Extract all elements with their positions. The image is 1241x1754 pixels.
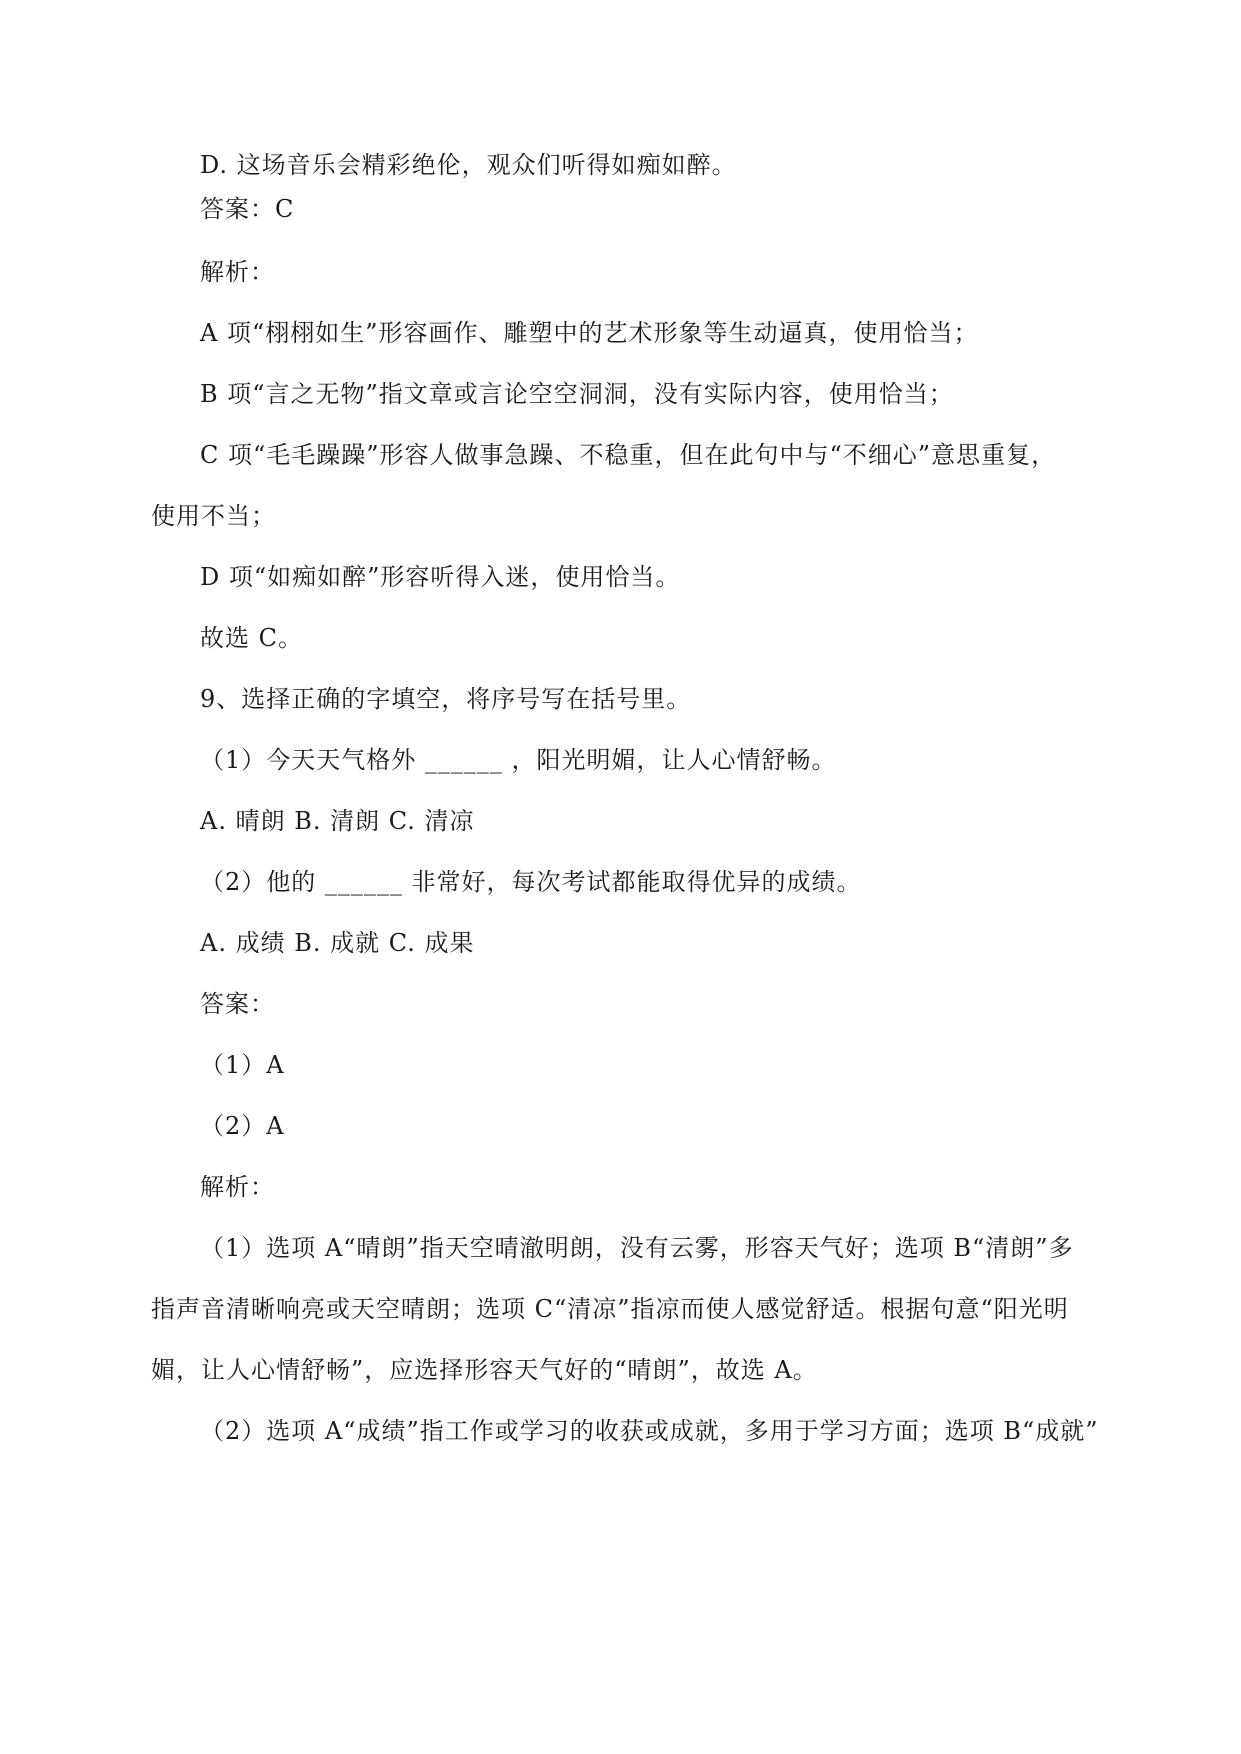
answer-part-1: （1）A — [200, 1051, 285, 1079]
answer-heading: 答案： — [200, 990, 275, 1018]
analysis-b-line: B 项“言之无物”指文章或言论空空洞洞，没有实际内容，使用恰当； — [200, 380, 954, 408]
question-9-part-1-options: A. 晴朗 B. 清朗 C. 清凉 — [200, 807, 475, 835]
analysis-part-1-line-1: （1）选项 A“晴朗”指天空晴澈明朗，没有云雾，形容天气好；选项 B“清朗”多 — [200, 1234, 1074, 1262]
analysis-part-2-line-1: （2）选项 A“成绩”指工作或学习的收获或成就，多用于学习方面；选项 B“成就” — [200, 1417, 1099, 1445]
option-d-line: D. 这场音乐会精彩绝伦，观众们听得如痴如醉。 — [200, 151, 737, 179]
analysis-d-line: D 项“如痴如醉”形容听得入迷，使用恰当。 — [200, 563, 681, 591]
analysis-heading-2: 解析： — [200, 1173, 275, 1201]
analysis-a-line: A 项“栩栩如生”形容画作、雕塑中的艺术形象等生动逼真，使用恰当； — [200, 319, 979, 347]
answer-line: 答案：C — [200, 195, 295, 223]
analysis-c-line: C 项“毛毛躁躁”形容人做事急躁、不稳重，但在此句中与“不细心”意思重复， — [200, 441, 1057, 469]
question-9-part-2: （2）他的 ______ 非常好，每次考试都能取得优异的成绩。 — [200, 868, 862, 896]
analysis-c-continued: 使用不当； — [151, 502, 276, 530]
analysis-part-1-line-2: 指声音清晰响亮或天空晴朗；选项 C“清凉”指凉而使人感觉舒适。根据句意“阳光明 — [151, 1295, 1069, 1323]
question-9-part-1: （1）今天天气格外 ______ ，阳光明媚，让人心情舒畅。 — [200, 746, 837, 774]
question-9-heading: 9、选择正确的字填空，将序号写在括号里。 — [200, 685, 692, 713]
analysis-heading: 解析： — [200, 258, 275, 286]
analysis-part-1-line-3: 媚，让人心情舒畅”，应选择形容天气好的“晴朗”，故选 A。 — [151, 1356, 818, 1384]
question-9-part-2-options: A. 成绩 B. 成就 C. 成果 — [200, 929, 475, 957]
conclusion-line: 故选 C。 — [200, 624, 303, 652]
answer-part-2: （2）A — [200, 1112, 285, 1140]
